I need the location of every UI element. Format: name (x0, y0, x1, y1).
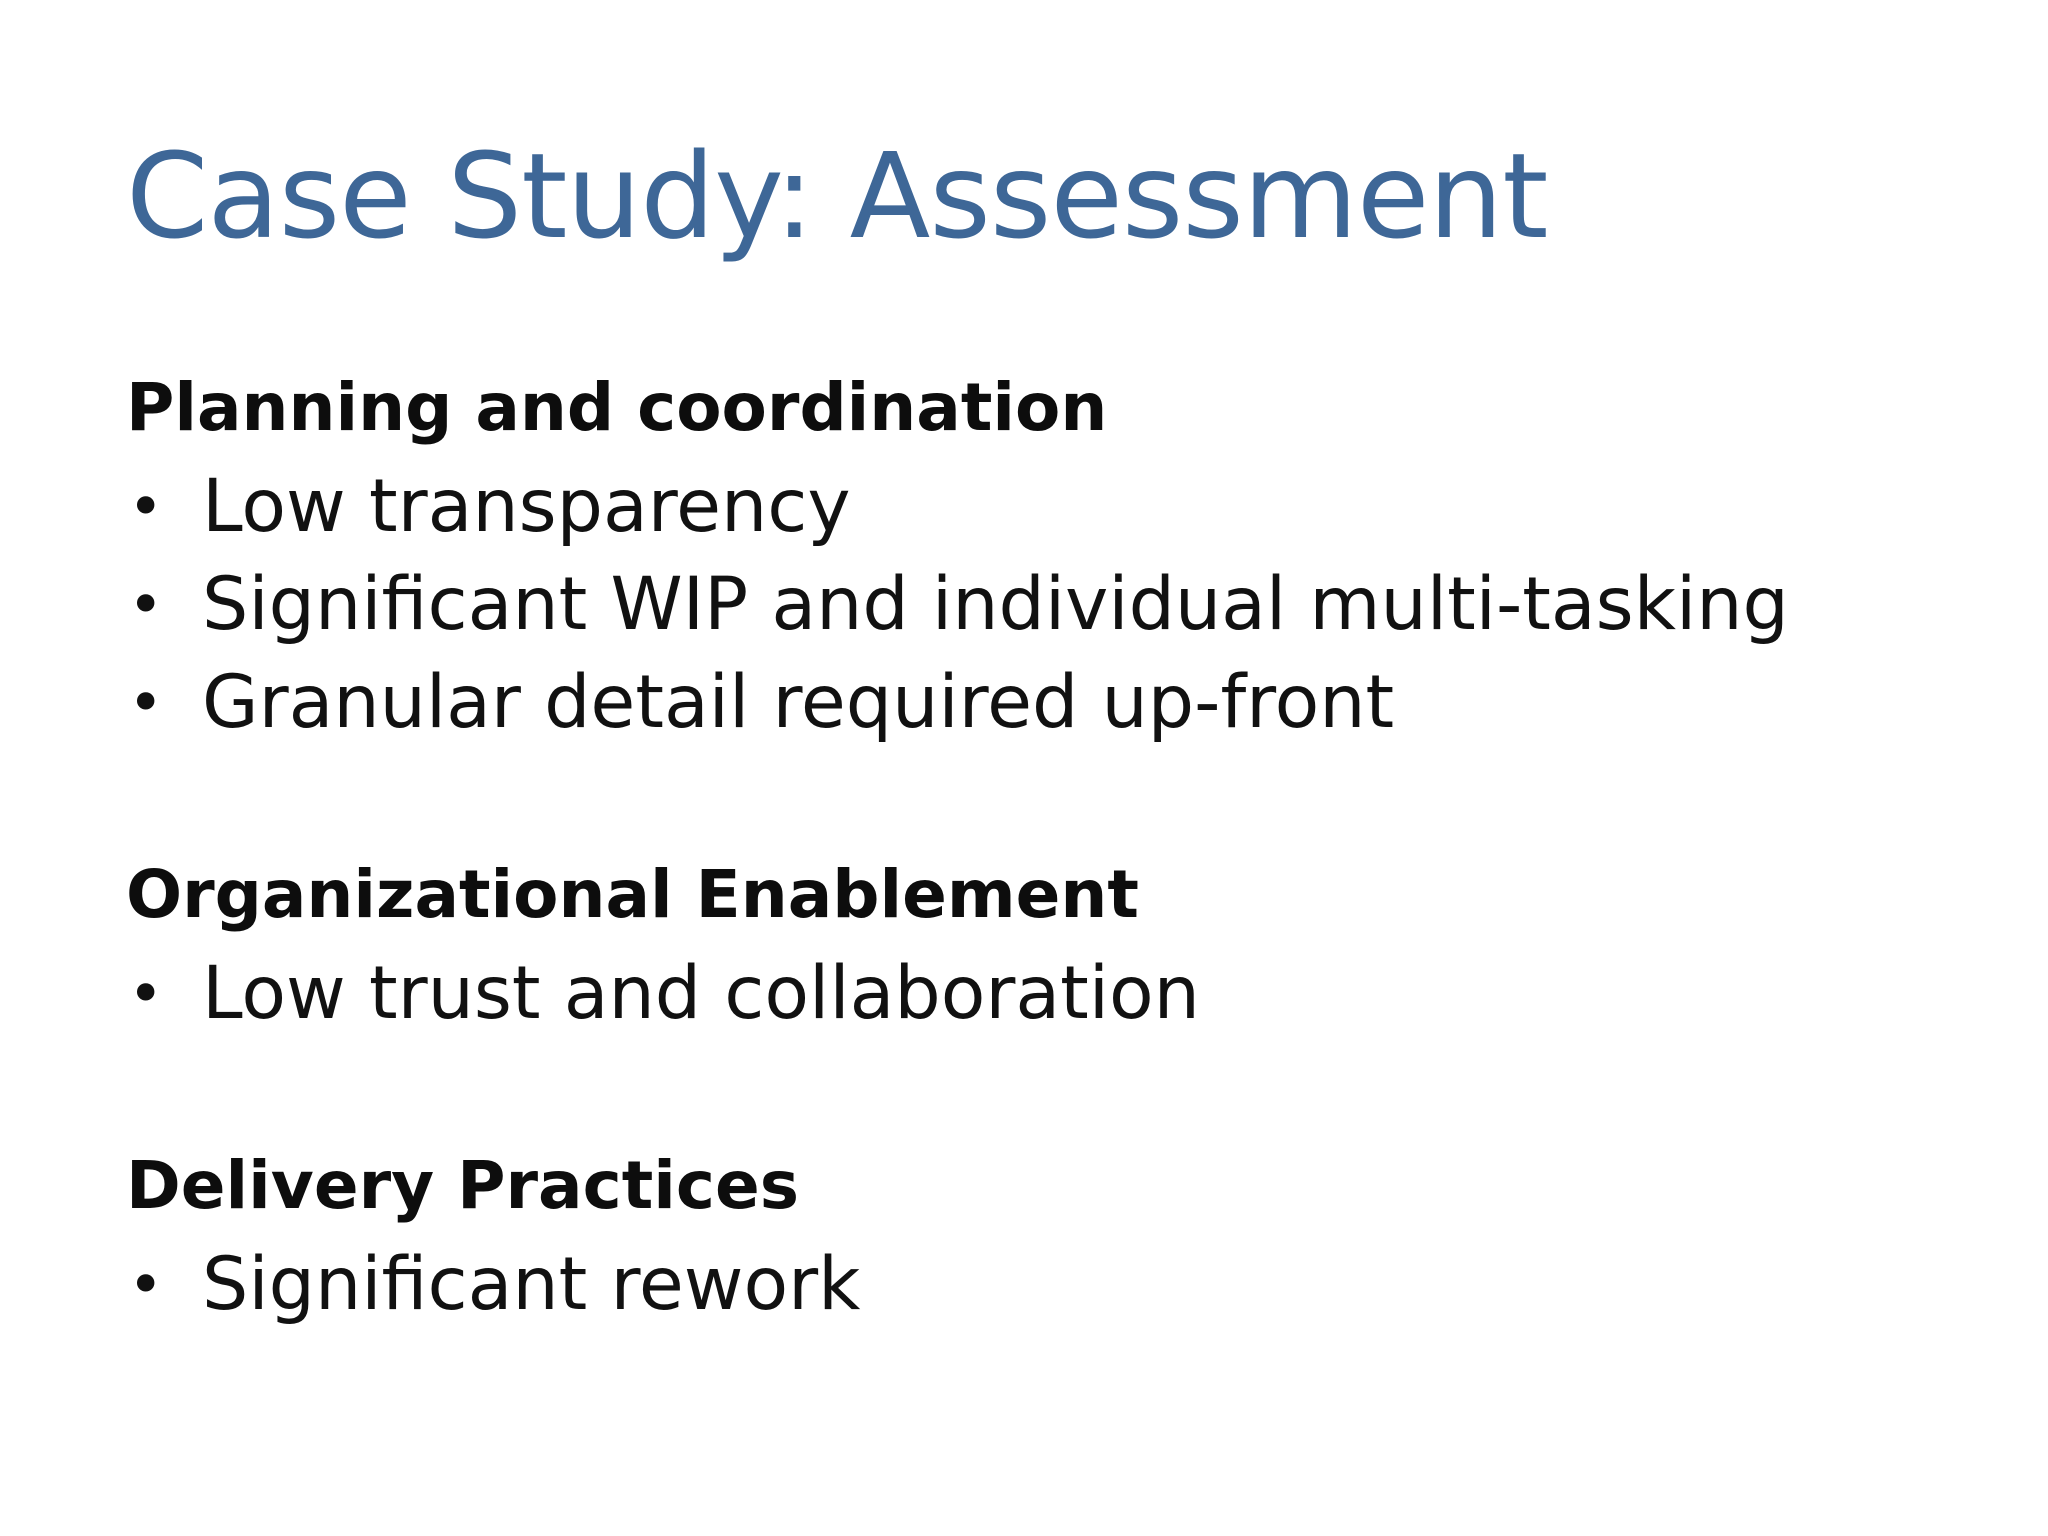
slide-content (126, 358, 1976, 1334)
slide-title: Case Study: Assessment (126, 127, 1548, 265)
section-heading: Planning and coordination (126, 369, 1108, 446)
bullet-text: Low transparency (202, 464, 851, 549)
bullet-icon: • (128, 668, 164, 738)
bullet-list (126, 1236, 1976, 1334)
bullet-icon: • (128, 472, 164, 542)
bullet-text: Low trust and collaboration (202, 951, 1200, 1036)
section-heading: Delivery Practices (126, 1147, 800, 1224)
bullet-icon: • (128, 1250, 164, 1320)
bullet-item (126, 654, 1976, 752)
bullet-text: Significant rework (202, 1242, 861, 1327)
bullet-list (126, 945, 1976, 1043)
section-planning-and-coordination (126, 358, 1976, 752)
section-heading: Organizational Enablement (126, 856, 1139, 933)
bullet-item (126, 458, 1976, 556)
section-delivery-practices (126, 1136, 1976, 1334)
bullet-icon: • (128, 570, 164, 640)
bullet-list (126, 458, 1976, 752)
bullet-item (126, 556, 1976, 654)
bullet-icon: • (128, 959, 164, 1029)
section-organizational-enablement (126, 845, 1976, 1043)
bullet-item (126, 1236, 1976, 1334)
bullet-item (126, 945, 1976, 1043)
bullet-text: Significant WIP and individual multi-tasking (202, 562, 1789, 647)
bullet-text: Granular detail required up-front (202, 660, 1395, 745)
